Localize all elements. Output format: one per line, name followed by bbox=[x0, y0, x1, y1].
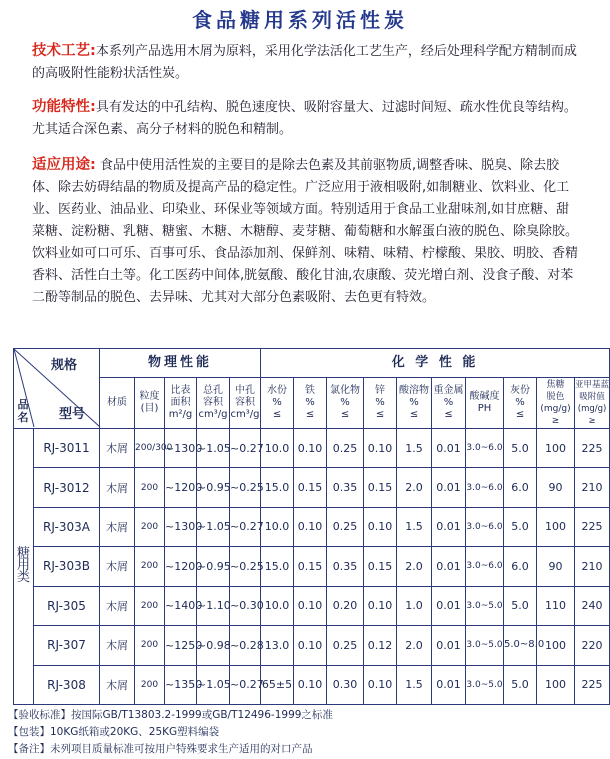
group-chemical: 化 学 性 能 bbox=[261, 349, 610, 378]
header-granularity: 粒度 (目) bbox=[135, 378, 165, 429]
moisture-cell: 10.0 bbox=[261, 507, 294, 546]
mesopore-cell: ~0.27 bbox=[230, 507, 261, 546]
material-cell: 木屑 bbox=[100, 665, 135, 704]
caramel-cell: 100 bbox=[537, 626, 575, 665]
model-cell: RJ-307 bbox=[34, 626, 100, 665]
ash-cell: 5.0 bbox=[504, 507, 537, 546]
acid-cell: 1.5 bbox=[397, 665, 432, 704]
section-applications bbox=[32, 154, 580, 309]
iron-cell: 0.15 bbox=[294, 547, 327, 586]
zinc-cell: 0.10 bbox=[364, 586, 397, 625]
methylene-cell: 225 bbox=[575, 428, 610, 467]
moisture-cell: 15.0 bbox=[261, 468, 294, 507]
surface-cell: ~1350 bbox=[165, 665, 197, 704]
heavy-cell: 0.01 bbox=[432, 547, 466, 586]
moisture-cell: 10.0 bbox=[261, 586, 294, 625]
iron-cell: 0.10 bbox=[294, 428, 327, 467]
pore-cell: ~0.95 bbox=[197, 547, 230, 586]
ash-cell: 6.0 bbox=[504, 468, 537, 507]
heavy-cell: 0.01 bbox=[432, 468, 466, 507]
methylene-cell: 220 bbox=[575, 626, 610, 665]
ph-cell: 3.0~6.0 bbox=[466, 428, 504, 467]
mesopore-cell: ~0.28 bbox=[230, 626, 261, 665]
model-cell: RJ-303B bbox=[34, 547, 100, 586]
material-cell: 木屑 bbox=[100, 507, 135, 546]
corner-name-label: 品名 bbox=[17, 397, 29, 424]
methylene-cell: 225 bbox=[575, 665, 610, 704]
material-cell: 木屑 bbox=[100, 428, 135, 467]
model-cell: RJ-303A bbox=[34, 507, 100, 546]
footer-acceptance: 【验收标准】按国际GB/T13803.2-1999或GB/T12496-1999之标准 bbox=[8, 709, 333, 721]
heavy-cell: 0.01 bbox=[432, 586, 466, 625]
mesopore-cell: ~0.25 bbox=[230, 547, 261, 586]
acid-cell: 1.0 bbox=[397, 586, 432, 625]
section-label: 功能特性: bbox=[32, 99, 96, 115]
table-row bbox=[14, 547, 610, 586]
pore-cell: ~1.05 bbox=[197, 665, 230, 704]
granularity-cell: 200 bbox=[135, 468, 165, 507]
pore-cell: ~1.10 bbox=[197, 586, 230, 625]
ash-cell: 5.0 bbox=[504, 586, 537, 625]
section-features bbox=[32, 96, 580, 141]
iron-cell: 0.10 bbox=[294, 626, 327, 665]
chloride-cell: 0.35 bbox=[327, 547, 364, 586]
table-row bbox=[14, 665, 610, 704]
section-text: 食品中使用活性炭的主要目的是除去色素及其前驱物质,调整香味、脱臭、除去胶体、除去妨碍结晶的物质及提高产品的稳定性。广泛应用于液相吸附,如制糖业、饮料业、化工业、医药业、油品业、印染业、环保业等领域方面。特别适用于食品工业甜味剂,如甘庶糖、甜菜糖、淀粉糖、乳糖、糖蜜、木糖、木糖醇、麦芽糖、葡萄糖和水解蛋白液的脱色、除臭除胶。饮料业如可口可乐、百事可乐、食品添加剂、保鲜剂、味精、味精、柠檬酸、果胶、明胶、香精香料、活性白土等。化工医药中间体,胱氨酸、酸化甘油,农康酸、荧光增白剂、没食子酸、对苯二酚等制品的脱色、去异味、尤其对大部分色素吸附、去色更有特效。 bbox=[32, 158, 579, 305]
ph-cell: 3.0~5.0 bbox=[466, 626, 504, 665]
corner-spec-label: 规格 bbox=[50, 358, 77, 373]
ash-cell: 6.0 bbox=[504, 547, 537, 586]
chloride-cell: 0.25 bbox=[327, 626, 364, 665]
moisture-cell: 15.0 bbox=[261, 547, 294, 586]
chloride-cell: 0.25 bbox=[327, 507, 364, 546]
table-row bbox=[14, 428, 610, 467]
page-title: 食品糖用系列活性炭 bbox=[192, 8, 408, 32]
footer-remark: 【备注】未列项目质量标准可按用户特殊要求生产适用的对口产品 bbox=[8, 743, 313, 755]
section-process bbox=[32, 40, 580, 85]
header-ash: 灰份 % ≤ bbox=[504, 378, 537, 429]
chloride-cell: 0.35 bbox=[327, 468, 364, 507]
chloride-cell: 0.30 bbox=[327, 665, 364, 704]
ash-cell: 5.0~8.0 bbox=[504, 626, 537, 665]
mesopore-cell: ~0.25 bbox=[230, 468, 261, 507]
header-ph: 酸碱度 PH bbox=[466, 378, 504, 429]
granularity-cell: 200 bbox=[135, 507, 165, 546]
category-cell: 糖 用 类 bbox=[14, 428, 34, 704]
section-label: 技术工艺: bbox=[32, 43, 96, 59]
acid-cell: 2.0 bbox=[397, 626, 432, 665]
model-cell: RJ-308 bbox=[34, 665, 100, 704]
moisture-cell: 10.0 bbox=[261, 428, 294, 467]
mesopore-cell: ~0.27 bbox=[230, 665, 261, 704]
granularity-cell: 200 bbox=[135, 547, 165, 586]
iron-cell: 0.10 bbox=[294, 586, 327, 625]
zinc-cell: 0.10 bbox=[364, 665, 397, 704]
granularity-cell: 200 bbox=[135, 665, 165, 704]
header-caramel: 焦糖 脱色 (mg/g) ≥ bbox=[537, 378, 575, 429]
header-zinc: 锌 % ≤ bbox=[364, 378, 397, 429]
granularity-cell: 200/300 bbox=[135, 428, 165, 467]
material-cell: 木屑 bbox=[100, 468, 135, 507]
pore-cell: ~1.05 bbox=[197, 428, 230, 467]
mesopore-cell: ~0.30 bbox=[230, 586, 261, 625]
ash-cell: 5.0 bbox=[504, 665, 537, 704]
surface-cell: ~1200 bbox=[165, 547, 197, 586]
header-surface: 比表 面积 m²/g bbox=[165, 378, 197, 429]
surface-cell: ~1400 bbox=[165, 586, 197, 625]
iron-cell: 0.10 bbox=[294, 665, 327, 704]
table-row bbox=[14, 468, 610, 507]
model-cell: RJ-305 bbox=[34, 586, 100, 625]
model-cell: RJ-3011 bbox=[34, 428, 100, 467]
table-row bbox=[14, 586, 610, 625]
header-moisture: 水份 % ≤ bbox=[261, 378, 294, 429]
table-row bbox=[14, 507, 610, 546]
granularity-cell: 200 bbox=[135, 586, 165, 625]
ph-cell: 3.0~5.0 bbox=[466, 665, 504, 704]
model-cell: RJ-3012 bbox=[34, 468, 100, 507]
material-cell: 木屑 bbox=[100, 626, 135, 665]
caramel-cell: 90 bbox=[537, 547, 575, 586]
group-physical: 物理性能 bbox=[100, 349, 261, 378]
pore-cell: ~0.95 bbox=[197, 468, 230, 507]
header-chloride: 氯化物 % ≤ bbox=[327, 378, 364, 429]
zinc-cell: 0.15 bbox=[364, 468, 397, 507]
surface-cell: ~1250 bbox=[165, 626, 197, 665]
surface-cell: ~1300 bbox=[165, 507, 197, 546]
header-iron: 铁 % ≤ bbox=[294, 378, 327, 429]
header-heavy-metal: 重金属 % ≤ bbox=[432, 378, 466, 429]
acid-cell: 2.0 bbox=[397, 547, 432, 586]
pore-cell: ~0.98 bbox=[197, 626, 230, 665]
zinc-cell: 0.10 bbox=[364, 507, 397, 546]
chloride-cell: 0.20 bbox=[327, 586, 364, 625]
chloride-cell: 0.25 bbox=[327, 428, 364, 467]
heavy-cell: 0.01 bbox=[432, 428, 466, 467]
caramel-cell: 100 bbox=[537, 507, 575, 546]
zinc-cell: 0.12 bbox=[364, 626, 397, 665]
caramel-cell: 110 bbox=[537, 586, 575, 625]
acid-cell: 1.5 bbox=[397, 507, 432, 546]
caramel-cell: 90 bbox=[537, 468, 575, 507]
section-text: 具有发达的中孔结构、脱色速度快、吸附容量大、过滤时间短、疏水性优良等结构。尤其适合深色素、高分子材料的脱色和精制。 bbox=[32, 100, 577, 137]
material-cell: 木屑 bbox=[100, 547, 135, 586]
table-row bbox=[14, 626, 610, 665]
methylene-cell: 225 bbox=[575, 507, 610, 546]
ph-cell: 3.0~6.0 bbox=[466, 468, 504, 507]
header-row bbox=[14, 378, 610, 429]
iron-cell: 0.10 bbox=[294, 507, 327, 546]
header-mesopore: 中孔 容积 cm³/g bbox=[230, 378, 261, 429]
header-pore: 总孔 容积 cm³/g bbox=[197, 378, 230, 429]
header-material: 材质 bbox=[100, 378, 135, 429]
caramel-cell: 100 bbox=[537, 428, 575, 467]
zinc-cell: 0.10 bbox=[364, 428, 397, 467]
table-corner-cell bbox=[14, 349, 100, 429]
heavy-cell: 0.01 bbox=[432, 507, 466, 546]
spec-table bbox=[13, 348, 610, 705]
surface-cell: ~1200 bbox=[165, 468, 197, 507]
section-text: 本系列产品选用木屑为原料，采用化学法活化工艺生产，经后处理科学配方精制而成的高吸附性能粉状活性炭。 bbox=[32, 44, 577, 81]
ph-cell: 3.0~5.0 bbox=[466, 586, 504, 625]
mesopore-cell: ~0.27 bbox=[230, 428, 261, 467]
header-methylene: 亚甲基蓝 吸附值 (mg/g) ≥ bbox=[575, 378, 610, 429]
footer-packaging: 【包装】10KG纸箱或20KG、25KG塑料编袋 bbox=[8, 726, 220, 738]
surface-cell: ~1300 bbox=[165, 428, 197, 467]
moisture-cell: 65±5 bbox=[261, 665, 294, 704]
heavy-cell: 0.01 bbox=[432, 626, 466, 665]
heavy-cell: 0.01 bbox=[432, 665, 466, 704]
iron-cell: 0.15 bbox=[294, 468, 327, 507]
ph-cell: 3.0~6.0 bbox=[466, 547, 504, 586]
acid-cell: 2.0 bbox=[397, 468, 432, 507]
moisture-cell: 13.0 bbox=[261, 626, 294, 665]
acid-cell: 1.5 bbox=[397, 428, 432, 467]
methylene-cell: 210 bbox=[575, 547, 610, 586]
caramel-cell: 100 bbox=[537, 665, 575, 704]
header-acid-soluble: 酸溶物 % ≤ bbox=[397, 378, 432, 429]
pore-cell: ~1.05 bbox=[197, 507, 230, 546]
section-label: 适应用途: bbox=[32, 157, 96, 173]
corner-model-label: 型号 bbox=[58, 406, 85, 422]
methylene-cell: 240 bbox=[575, 586, 610, 625]
granularity-cell: 200 bbox=[135, 626, 165, 665]
ash-cell: 5.0 bbox=[504, 428, 537, 467]
material-cell: 木屑 bbox=[100, 586, 135, 625]
ph-cell: 3.0~6.0 bbox=[466, 507, 504, 546]
zinc-cell: 0.15 bbox=[364, 547, 397, 586]
methylene-cell: 210 bbox=[575, 468, 610, 507]
table-body bbox=[14, 428, 610, 704]
